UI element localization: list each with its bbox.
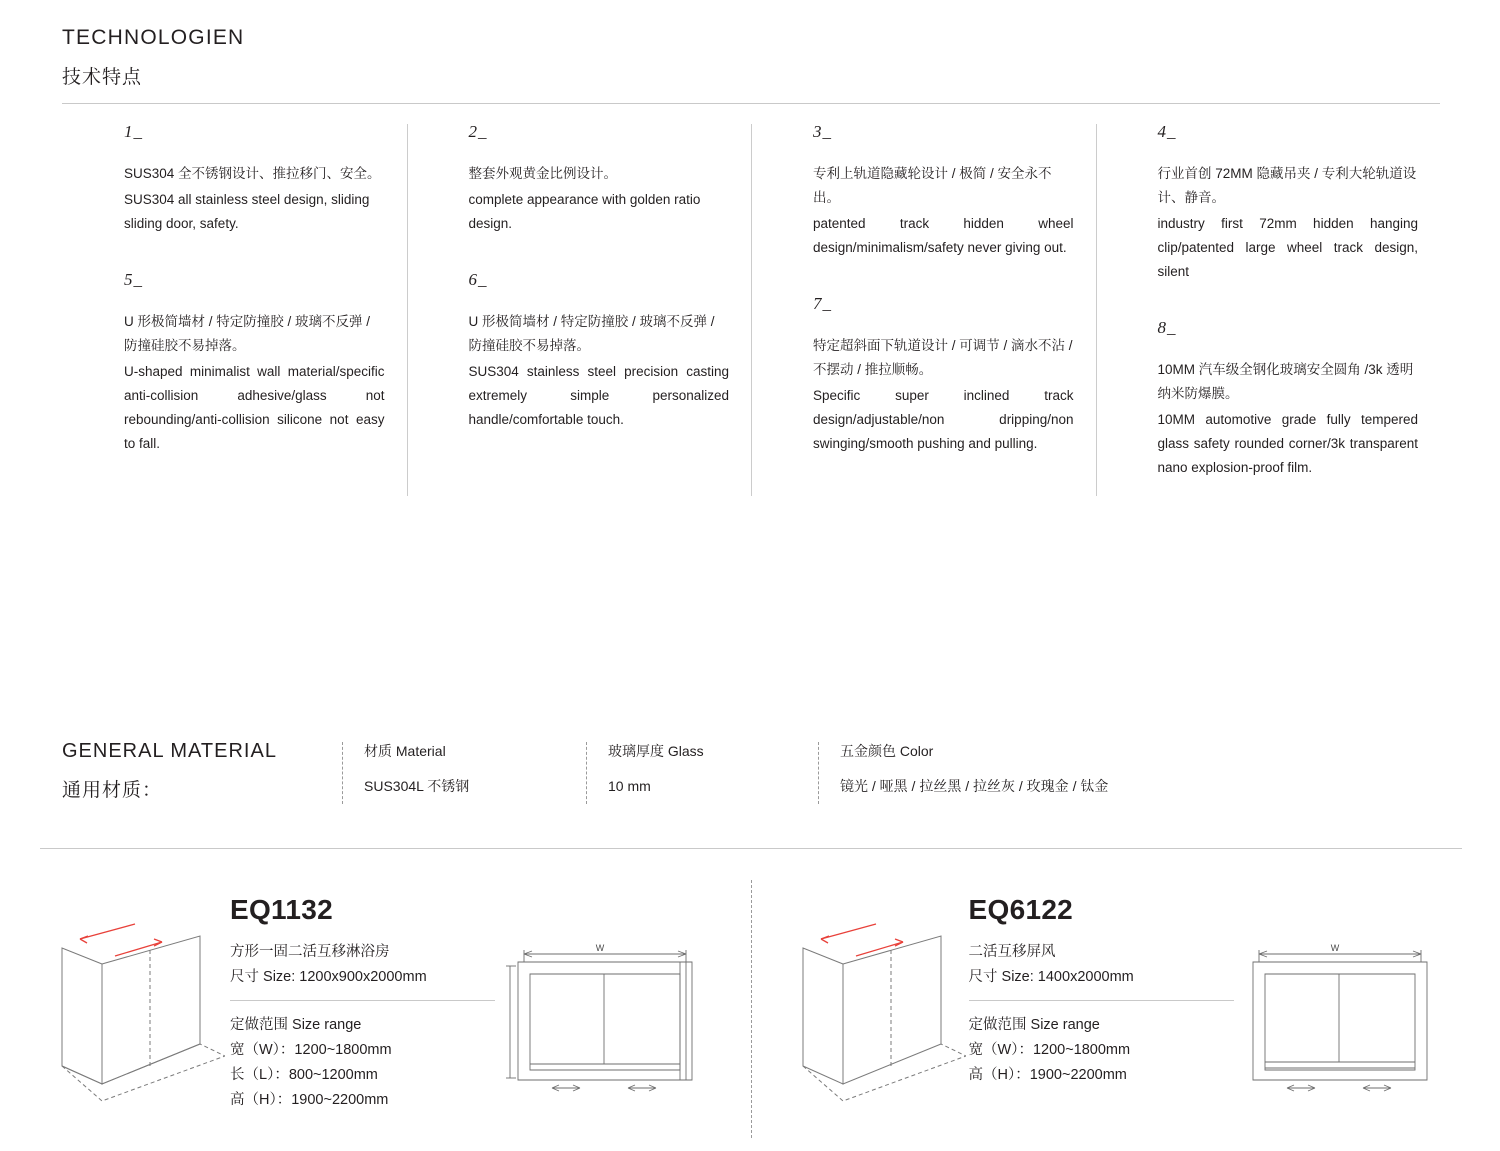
tech-item-8 — [1158, 318, 1419, 480]
tech-item-1 — [124, 122, 385, 236]
header-divider — [62, 103, 1440, 104]
tech-item-number: 2_ — [468, 122, 488, 141]
tech-item-3 — [813, 122, 1074, 260]
tech-features-grid — [62, 122, 1440, 514]
color-value: 镜光 / 哑黑 / 拉丝黑 / 拉丝灰 / 玫瑰金 / 钛金 — [840, 778, 1109, 794]
tech-item-number: 7_ — [813, 294, 832, 313]
product-range-width: 宽（W）：1200~1800mm — [968, 1042, 1131, 1058]
product-size: 尺寸 Size: 1200x900x2000mm — [230, 969, 427, 985]
product-range-height: 高（H）：1900~2200mm — [968, 1067, 1127, 1083]
product-divider — [230, 1000, 495, 1001]
tech-item-number: 4_ — [1157, 122, 1177, 141]
tech-item-text-cn: 特定超斜面下轨道设计 / 可调节 / 滴水不沾 / 不摆动 / 推拉顺畅。 — [813, 338, 1073, 377]
product-perspective-illustration — [781, 876, 969, 1126]
general-material-title — [62, 740, 342, 802]
glass-value: 10 mm — [608, 778, 651, 794]
tech-item-text-cn: U 形极简墙材 / 特定防撞胶 / 玻璃不反弹 / 防撞硅胶不易掉落。 — [124, 314, 371, 353]
product-range-height: 高（H）：1900~2200mm — [230, 1092, 389, 1108]
tech-item-6 — [469, 270, 730, 432]
tech-item-number: 6_ — [468, 270, 488, 289]
tech-item-text-cn: SUS304 全不锈钢设计、推拉移门、安全。 — [124, 166, 381, 181]
product-range-width: 宽（W）：1200~1800mm — [230, 1042, 392, 1058]
general-material-column-material — [342, 740, 586, 797]
general-material-title-cn: 通用材质： — [62, 780, 163, 801]
product-model: EQ6122 — [968, 894, 1074, 925]
product-range-title: 定做范围 Size range — [968, 1017, 1100, 1033]
product-info — [969, 876, 1235, 1126]
material-value: SUS304L 不锈钢 — [364, 778, 470, 794]
tech-item-text-cn: U 形极简墙材 / 特定防撞胶 / 玻璃不反弹 / 防撞硅胶不易掉落。 — [468, 314, 715, 353]
page-title-en: TECHNOLOGIEN — [62, 26, 245, 49]
drawing-dimension-label: W — [1330, 943, 1340, 953]
color-label: 五金颜色 Color — [840, 743, 934, 759]
product-card-eq1132 — [40, 876, 751, 1126]
tech-item-text-en: 10MM automotive grade fully tempered glass safety rounded corner/3k transparent nano explosion-proof film. — [1157, 412, 1418, 475]
tech-item-number: 3_ — [813, 122, 832, 141]
glass-label: 玻璃厚度 Glass — [608, 743, 704, 759]
tech-column-3 — [751, 122, 1096, 514]
tech-item-text-cn: 整套外观黄金比例设计。 — [468, 166, 617, 181]
general-material-title-en: GENERAL MATERIAL — [62, 740, 277, 762]
tech-column-4 — [1096, 122, 1441, 514]
tech-item-5 — [124, 270, 385, 456]
product-size: 尺寸 Size: 1400x2000mm — [968, 969, 1134, 985]
tech-item-text-cn: 10MM 汽车级全钢化玻璃安全圆角 /3k 透明纳米防爆膜。 — [1157, 362, 1414, 401]
product-range-title: 定做范围 Size range — [230, 1017, 362, 1033]
product-name-cn: 二活互移屏风 — [968, 944, 1056, 960]
tech-item-text-en: industry first 72mm hidden hanging clip/patented large wheel track design, silent — [1157, 216, 1418, 279]
general-material-column-glass — [586, 740, 818, 797]
general-material-section — [62, 740, 1440, 802]
product-divider — [969, 1000, 1234, 1001]
tech-item-text-en: SUS304 stainless steel precision casting extremely simple personalized handle/comfortable touch. — [468, 364, 729, 427]
material-label: 材质 Material — [364, 743, 446, 759]
product-name-cn: 方形一固二活互移淋浴房 — [230, 944, 390, 960]
tech-item-number: 1_ — [124, 122, 143, 141]
page-header — [62, 26, 1442, 89]
product-perspective-illustration — [40, 876, 230, 1126]
product-card-eq6122 — [751, 876, 1462, 1126]
tech-item-7 — [813, 294, 1074, 456]
tech-column-1 — [62, 122, 407, 514]
tech-column-2 — [407, 122, 752, 514]
tech-item-number: 8_ — [1157, 318, 1177, 337]
general-material-divider — [40, 848, 1462, 849]
tech-item-text-en: patented track hidden wheel design/minimalism/safety never giving out. — [813, 216, 1074, 255]
tech-item-text-en: U-shaped minimalist wall material/specific anti-collision adhesive/glass not rebounding/anti-collision silicone not easy to fall. — [124, 364, 385, 451]
product-technical-drawing — [1235, 876, 1462, 1126]
drawing-dimension-label: W — [595, 943, 605, 953]
tech-item-text-en: Specific super inclined track design/adjustable/non dripping/non swinging/smooth pushing and pulling. — [813, 388, 1074, 451]
product-model: EQ1132 — [230, 894, 333, 925]
product-range-length: 长（L）：800~1200mm — [230, 1067, 378, 1083]
tech-item-number: 5_ — [124, 270, 143, 289]
tech-item-text-en: SUS304 all stainless steel design, sliding sliding door, safety. — [124, 192, 370, 231]
tech-item-4 — [1158, 122, 1419, 284]
page-title-cn: 技术特点 — [62, 67, 143, 88]
tech-item-2 — [469, 122, 730, 236]
product-info — [230, 876, 500, 1126]
product-technical-drawing — [500, 876, 730, 1126]
tech-item-text-cn: 专利上轨道隐藏轮设计 / 极简 / 安全永不出。 — [813, 166, 1052, 205]
general-material-column-color — [818, 740, 1260, 797]
tech-item-text-cn: 行业首创 72MM 隐藏吊夹 / 专利大轮轨道设计、静音。 — [1157, 166, 1417, 205]
tech-item-text-en: complete appearance with golden ratio design. — [468, 192, 701, 231]
product-list — [40, 876, 1462, 1126]
